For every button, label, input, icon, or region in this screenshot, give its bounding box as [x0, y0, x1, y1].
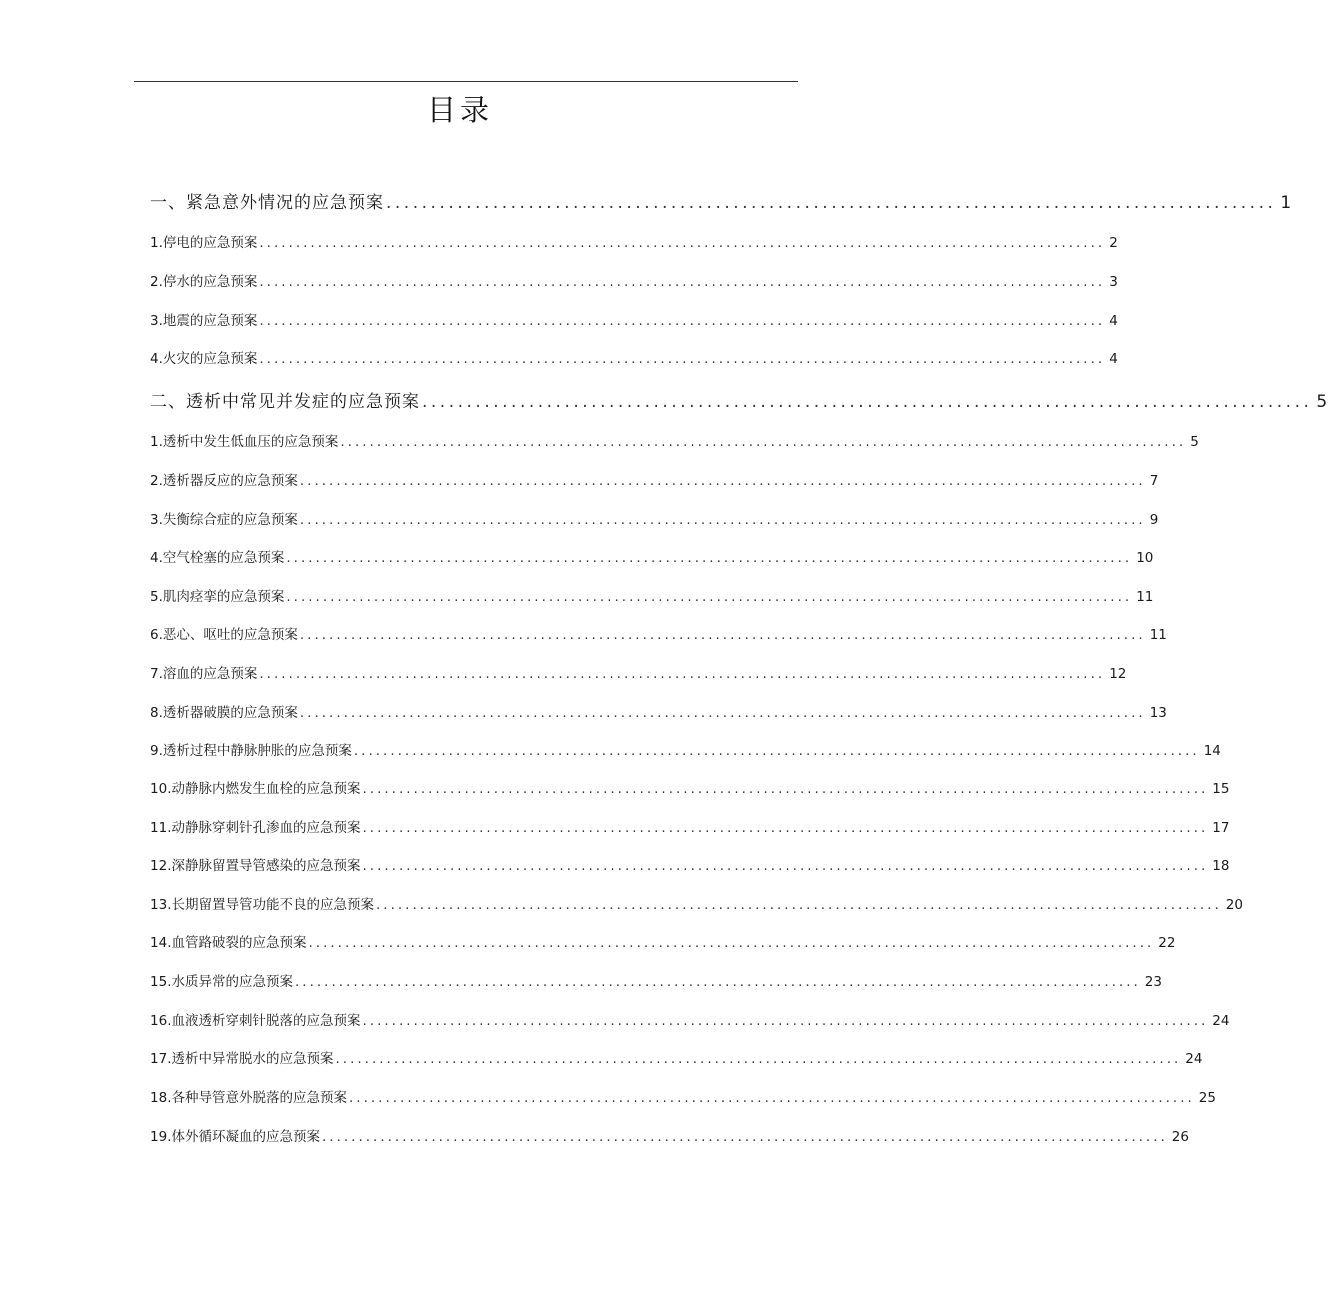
toc-page-number: 23: [1144, 974, 1162, 990]
dot-leader: ....................................................................................................................: [286, 589, 1133, 605]
toc-number: 18: [150, 1090, 168, 1106]
toc-number: 8: [150, 705, 159, 721]
toc-item[interactable]: [150, 309, 1118, 329]
toc-item[interactable]: [150, 1009, 1230, 1029]
toc-label: .长期留置导管功能不良的应急预案: [167, 897, 374, 913]
toc-page-number: 14: [1203, 743, 1221, 759]
toc-item[interactable]: [150, 701, 1167, 721]
toc-number: 12: [150, 858, 168, 874]
toc-page-number: 24: [1212, 1013, 1230, 1029]
dot-leader: ....................................................................................................................: [299, 473, 1146, 489]
toc-number: 4: [150, 550, 159, 566]
toc-item[interactable]: [150, 347, 1118, 367]
toc-page-number: 26: [1171, 1129, 1189, 1145]
toc-item[interactable]: [150, 739, 1221, 759]
toc-number: 16: [150, 1013, 168, 1029]
toc-label: .血管路破裂的应急预案: [167, 935, 307, 951]
dot-leader: ....................................................................................................................: [259, 351, 1106, 367]
toc-item[interactable]: [150, 816, 1230, 836]
toc-label: .地震的应急预案: [158, 313, 258, 329]
toc-item[interactable]: [150, 231, 1118, 251]
toc-number: 19: [150, 1129, 168, 1145]
toc-number: 14: [150, 935, 168, 951]
toc-page-number: 9: [1149, 512, 1159, 528]
toc-label: .动静脉穿刺针孔渗血的应急预案: [167, 820, 361, 836]
toc-label: 透析中常见并发症的应急预案: [186, 392, 420, 412]
toc-item[interactable]: [150, 931, 1176, 951]
toc-number: 4: [150, 351, 159, 367]
toc-page-number: 7: [1149, 473, 1159, 489]
dot-leader: ....................................................................................................................: [362, 858, 1209, 874]
dot-leader: ....................................................................................................................: [259, 274, 1106, 290]
toc-page-number: 24: [1185, 1051, 1203, 1067]
toc-number: 1: [150, 235, 159, 251]
dot-leader: ....................................................................................................................: [299, 512, 1146, 528]
toc-item[interactable]: [150, 893, 1243, 913]
toc-number: 9: [150, 743, 159, 759]
toc-page-number: 12: [1109, 666, 1127, 682]
toc-number: 2: [150, 274, 159, 290]
toc-item[interactable]: [150, 270, 1118, 290]
toc-label: .透析过程中静脉肿胀的应急预案: [158, 743, 352, 759]
toc-label: .血液透析穿刺针脱落的应急预案: [167, 1013, 361, 1029]
toc-label: .体外循环凝血的应急预案: [167, 1129, 320, 1145]
toc-number: 1: [150, 434, 159, 450]
toc-item[interactable]: [150, 430, 1199, 450]
toc-label: .停电的应急预案: [158, 235, 258, 251]
toc-page-number: 1: [1280, 193, 1293, 213]
dot-leader: ....................................................................................................: [422, 392, 1313, 412]
toc-label: .溶血的应急预案: [158, 666, 258, 682]
dot-leader: ....................................................................................................................: [335, 1051, 1182, 1067]
toc-page-number: 22: [1158, 935, 1176, 951]
dot-leader: ....................................................................................................................: [321, 1129, 1168, 1145]
toc-item[interactable]: [150, 854, 1230, 874]
toc-number: 3: [150, 313, 159, 329]
page-title: 目录: [426, 93, 493, 127]
toc-item[interactable]: [150, 1086, 1216, 1106]
dot-leader: ....................................................................................................................: [299, 627, 1146, 643]
toc-page-number: 25: [1198, 1090, 1216, 1106]
toc-number: 一、: [150, 193, 186, 213]
toc-item[interactable]: [150, 1125, 1189, 1145]
toc-page-number: 5: [1316, 392, 1328, 412]
dot-leader: ....................................................................................................................: [299, 705, 1146, 721]
toc-page-number: 11: [1136, 589, 1154, 605]
toc-number: 二、: [150, 392, 186, 412]
dot-leader: ....................................................................................................................: [259, 313, 1106, 329]
dot-leader: ....................................................................................................................: [286, 550, 1133, 566]
dot-leader: ....................................................................................................................: [362, 1013, 1209, 1029]
toc-label: .停水的应急预案: [158, 274, 258, 290]
toc-number: 15: [150, 974, 168, 990]
toc-page-number: 18: [1212, 858, 1230, 874]
toc-page-number: 20: [1225, 897, 1243, 913]
dot-leader: ....................................................................................................................: [353, 743, 1200, 759]
dot-leader: ....................................................................................................................: [362, 781, 1209, 797]
toc-page-number: 4: [1109, 313, 1118, 329]
toc-item[interactable]: [150, 469, 1159, 489]
dot-leader: ....................................................................................................................: [362, 820, 1209, 836]
dot-leader: ....................................................................................................................: [375, 897, 1222, 913]
toc-page-number: 3: [1109, 274, 1118, 290]
dot-leader: ....................................................................................................................: [348, 1090, 1195, 1106]
toc-item[interactable]: [150, 970, 1162, 990]
toc-page-number: 11: [1149, 627, 1167, 643]
toc-number: 17: [150, 1051, 168, 1067]
toc-page-number: 10: [1136, 550, 1154, 566]
dot-leader: ....................................................................................................................: [340, 434, 1187, 450]
toc-number: 10: [150, 781, 168, 797]
toc-label: .火灾的应急预案: [158, 351, 258, 367]
toc-label: .空气栓塞的应急预案: [158, 550, 285, 566]
toc-section[interactable]: [150, 188, 1293, 213]
toc-item[interactable]: [150, 508, 1159, 528]
toc-label: .肌肉痉挛的应急预案: [158, 589, 285, 605]
toc-label: .各种导管意外脱落的应急预案: [167, 1090, 347, 1106]
toc-number: 5: [150, 589, 159, 605]
toc-item[interactable]: [150, 662, 1127, 682]
toc-page-number: 5: [1190, 434, 1199, 450]
dot-leader: ....................................................................................................................: [294, 974, 1141, 990]
toc-item[interactable]: [150, 546, 1154, 566]
toc-label: .透析中发生低血压的应急预案: [158, 434, 339, 450]
toc-number: 2: [150, 473, 159, 489]
toc-page-number: 13: [1149, 705, 1167, 721]
toc-label: .动静脉内燃发生血栓的应急预案: [167, 781, 361, 797]
toc-label: .透析器反应的应急预案: [158, 473, 298, 489]
toc-item[interactable]: [150, 777, 1230, 797]
toc-label: .水质异常的应急预案: [167, 974, 293, 990]
toc-number: 3: [150, 512, 159, 528]
toc-number: 6: [150, 627, 159, 643]
toc-label: .深静脉留置导管感染的应急预案: [167, 858, 361, 874]
toc-number: 7: [150, 666, 159, 682]
toc-number: 11: [150, 820, 168, 836]
toc-page-number: 4: [1109, 351, 1118, 367]
dot-leader: ....................................................................................................: [386, 193, 1277, 213]
toc-label: .恶心、呕吐的应急预案: [158, 627, 298, 643]
toc-section[interactable]: [150, 387, 1328, 412]
dot-leader: ....................................................................................................................: [259, 235, 1106, 251]
toc-label: .透析中异常脱水的应急预案: [167, 1051, 334, 1067]
toc-item[interactable]: [150, 623, 1167, 643]
toc-page-number: 2: [1109, 235, 1118, 251]
toc-number: 13: [150, 897, 168, 913]
toc-label: .失衡综合症的应急预案: [158, 512, 298, 528]
toc-label: .透析器破膜的应急预案: [158, 705, 298, 721]
dot-leader: ....................................................................................................................: [259, 666, 1106, 682]
toc-page-number: 17: [1212, 820, 1230, 836]
toc-item[interactable]: [150, 1047, 1203, 1067]
toc-page-number: 15: [1212, 781, 1230, 797]
toc-item[interactable]: [150, 585, 1154, 605]
toc-label: 紧急意外情况的应急预案: [186, 193, 384, 213]
dot-leader: ....................................................................................................................: [308, 935, 1155, 951]
